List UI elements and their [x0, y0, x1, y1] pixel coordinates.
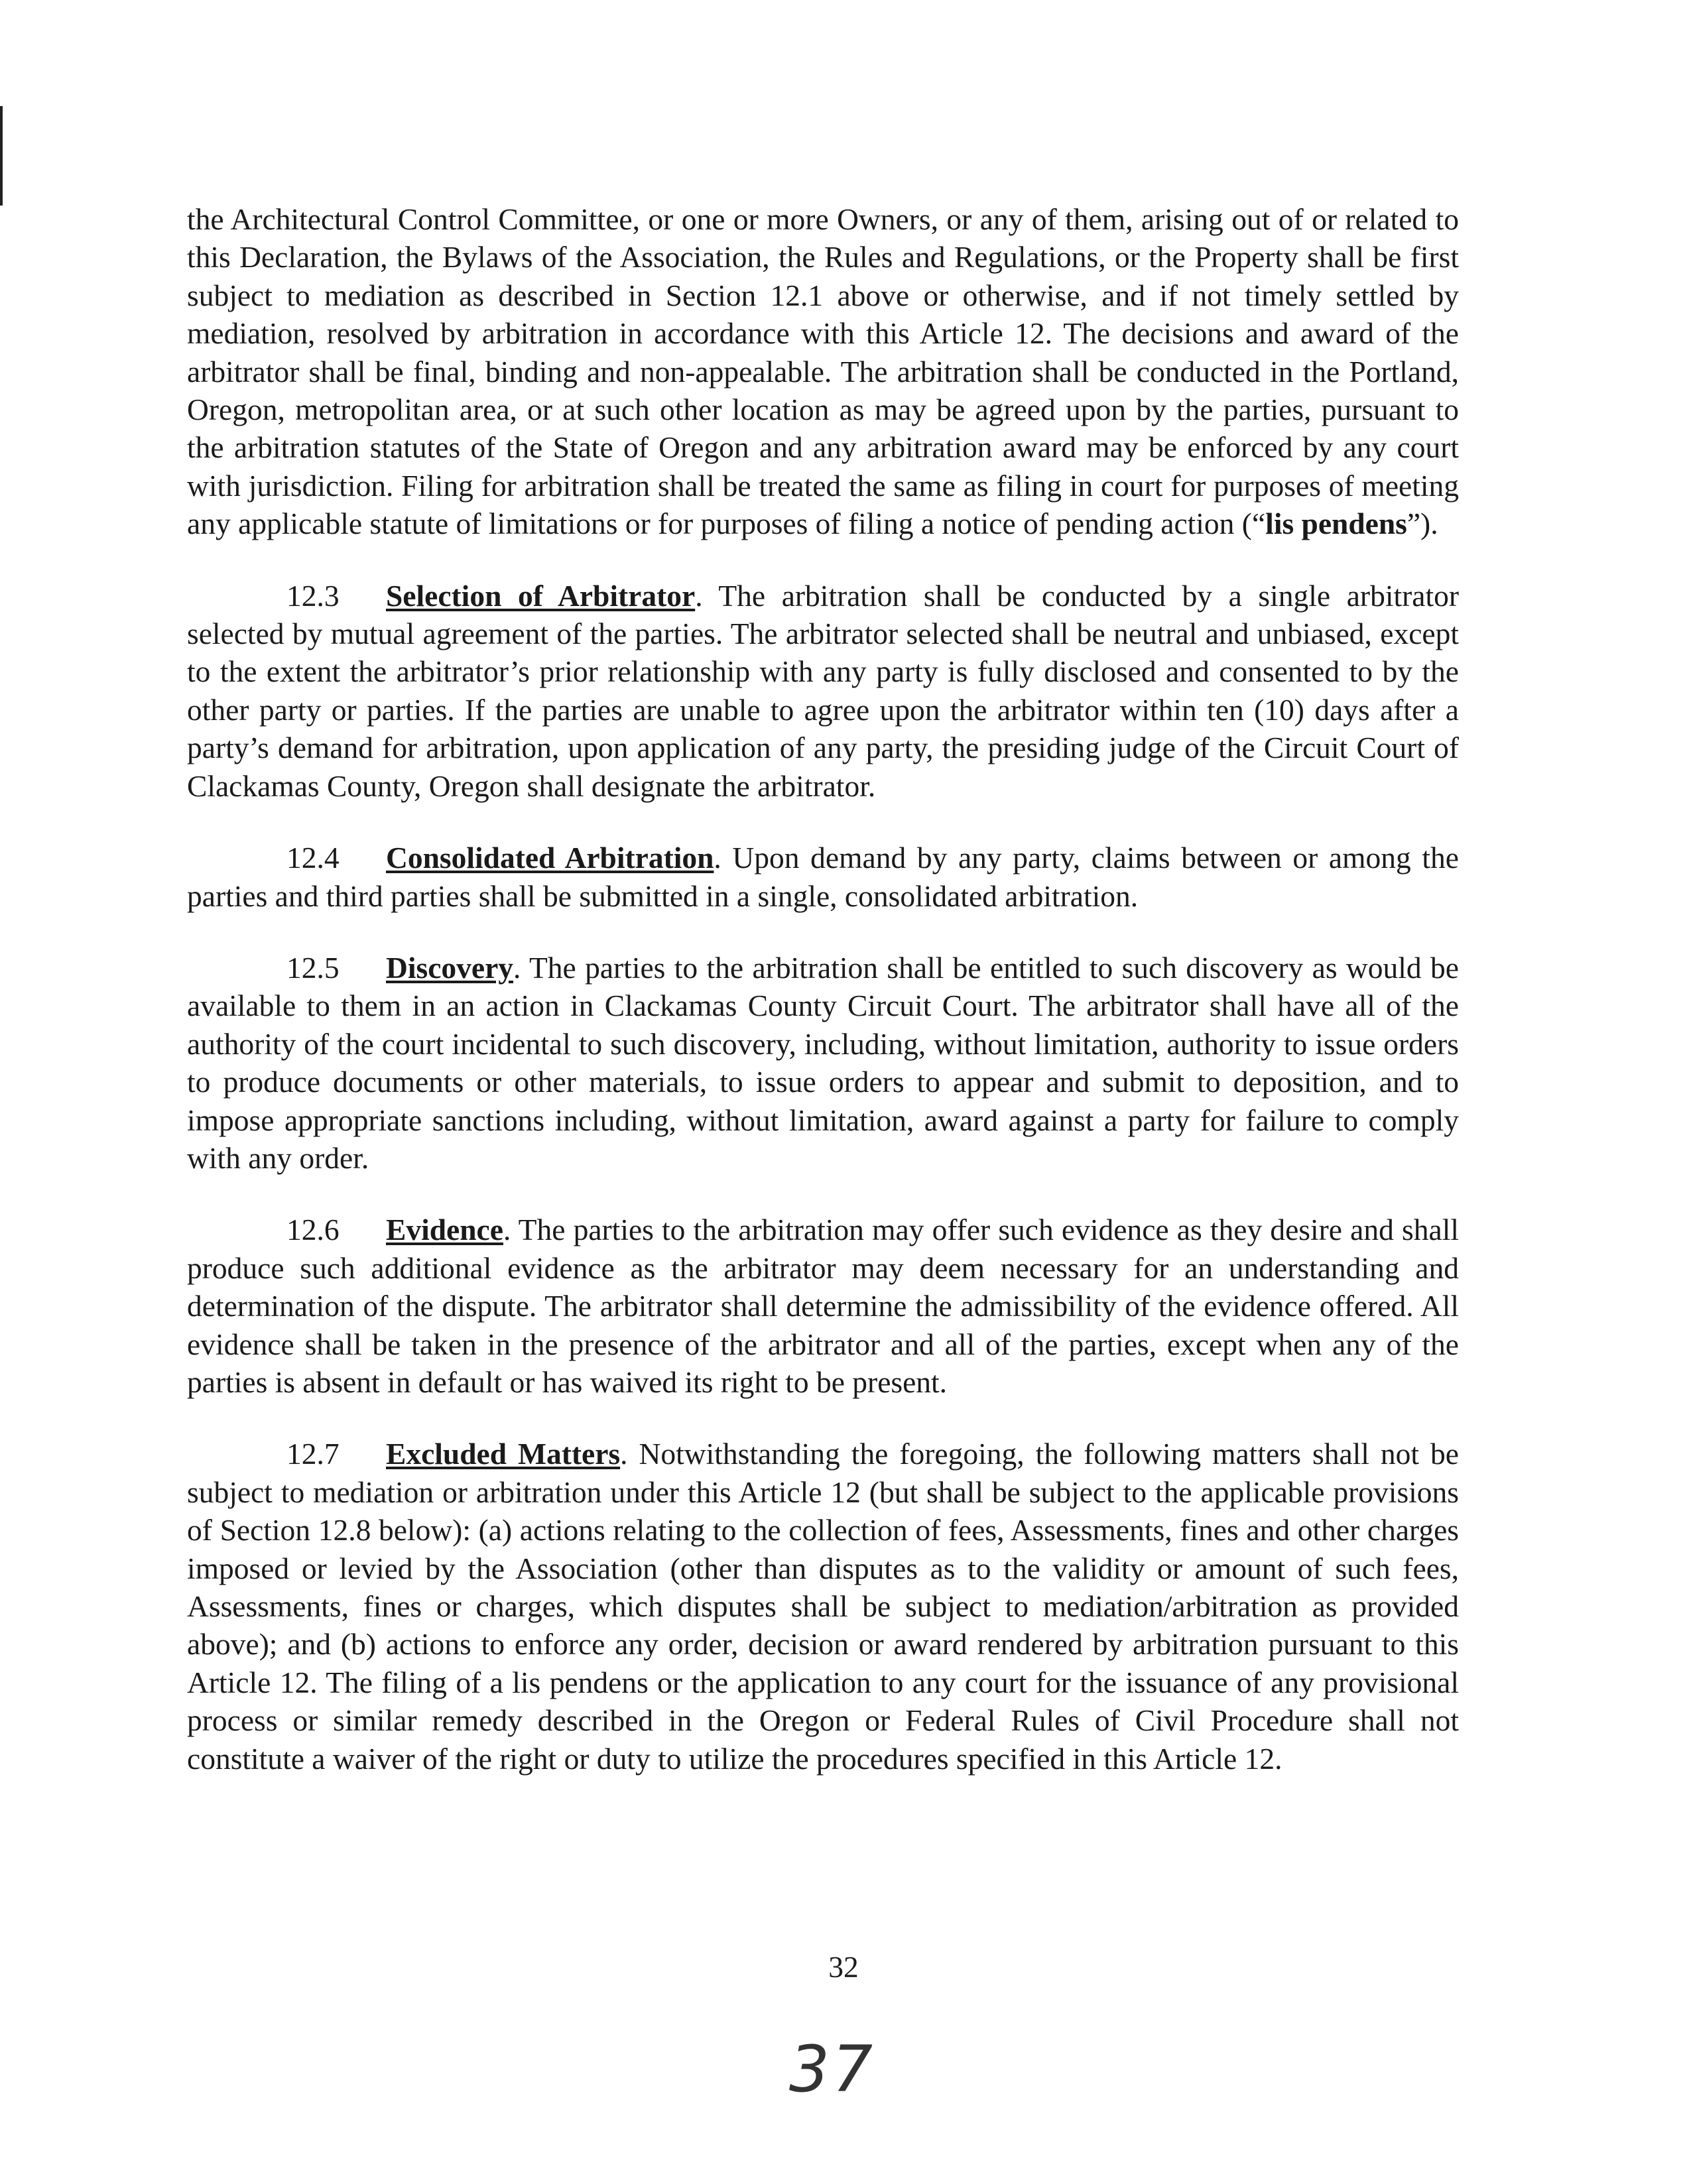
continuation-paragraph	[187, 200, 1459, 543]
continuation-text-end: ”).	[1406, 507, 1438, 541]
document-body	[187, 200, 1459, 1811]
section-heading: Selection of Arbitrator	[386, 578, 696, 613]
section-12-3	[187, 577, 1459, 805]
scan-edge-mark	[0, 106, 3, 206]
section-number: 12.7	[286, 1437, 340, 1471]
section-text: . The parties to the arbitration may offer such evidence as they desire and shall produce such additional evidence as the arbitrator may deem necessary for an understanding and determination of the dispute. The arbitrator shall determine the admissibility of the evidence offered. All evidence shall be taken in the presence of the arbitrator and all of the parties, except when any of the parties is absent in default or has waived its right to be present.	[187, 1213, 1459, 1399]
section-text: . The parties to the arbitration shall be entitled to such discovery as would be available to them in an action in Clackamas County Circuit Court. The arbitrator shall have all of the authority of the court incidental to such discovery, including, without limitation, authority to issue orders to produce documents or other materials, to issue orders to appear and submit to deposition, and to impose appropriate sanctions including, without limitation, award against a party for failure to comply with any order.	[187, 950, 1459, 1175]
section-heading: Discovery	[386, 950, 514, 985]
section-heading: Consolidated Arbitration	[386, 841, 714, 875]
section-heading: Excluded Matters	[386, 1437, 621, 1471]
section-number: 12.4	[286, 841, 340, 875]
section-12-7	[187, 1435, 1459, 1778]
section-text: . Notwithstanding the foregoing, the following matters shall not be subject to mediation or arbitration under this Article 12 (but shall be subject to the applicable provisions of Section 12.8 below): (a) actions relating to the collection of fees, Assessments, fines and other charges imposed or levied by the Association (other than disputes as to the validity or amount of such fees, Assessments, fines or charges, which disputes shall be subject to mediation/arbitration as provided above); and (b) actions to enforce any order, decision or award rendered by arbitration pursuant to this Article 12. The filing of a lis pendens or the application to any court for the issuance of any provisional process or similar remedy described in the Oregon or Federal Rules of Civil Procedure shall not constitute a waiver of the right or duty to utilize the procedures specified in this Article 12.	[187, 1437, 1459, 1776]
section-number: 12.6	[286, 1213, 340, 1247]
continuation-text: the Architectural Control Committee, or one or more Owners, or any of them, arising out of or related to this Declaration, the Bylaws of the Association, the Rules and Regulations, or the Property shall be first subject to mediation as described in Section 12.1 above or otherwise, and if not timely settled by mediation, resolved by arbitration in accordance with this Article 12. The decisions and award of the arbitrator shall be final, binding and non-appealable. The arbitration shall be conducted in the Portland, Oregon, metropolitan area, or at such other location as may be agreed upon by the parties, pursuant to the arbitration statutes of the State of Oregon and any arbitration award may be enforced by any court with jurisdiction. Filing for arbitration shall be treated the same as filing in court for purposes of meeting any applicable statute of limitations or for purposes of filing a notice of pending action (“	[187, 202, 1459, 541]
page-number: 32	[828, 1950, 859, 1984]
handwritten-page-number: 37	[788, 2032, 876, 2106]
section-12-4	[187, 839, 1459, 915]
section-number: 12.3	[286, 578, 340, 613]
section-text: . Upon demand by any party, claims between or among the parties and third parties shall be submitted in a single, consolidated arbitration.	[187, 841, 1459, 913]
section-heading: Evidence	[386, 1213, 503, 1247]
section-number: 12.5	[286, 950, 340, 985]
section-12-6	[187, 1211, 1459, 1401]
defined-term-lis-pendens: lis pendens	[1265, 507, 1407, 541]
section-12-5	[187, 949, 1459, 1177]
section-text: . The arbitration shall be conducted by a single arbitrator selected by mutual agreement of the parties. The arbitrator selected shall be neutral and unbiased, except to the extent the arbitrator’s prior relationship with any party is fully disclosed and consented to by the other party or parties. If the parties are unable to agree upon the arbitrator within ten (10) days after a party’s demand for arbitration, upon application of any party, the presiding judge of the Circuit Court of Clackamas County, Oregon shall designate the arbitrator.	[187, 578, 1459, 803]
